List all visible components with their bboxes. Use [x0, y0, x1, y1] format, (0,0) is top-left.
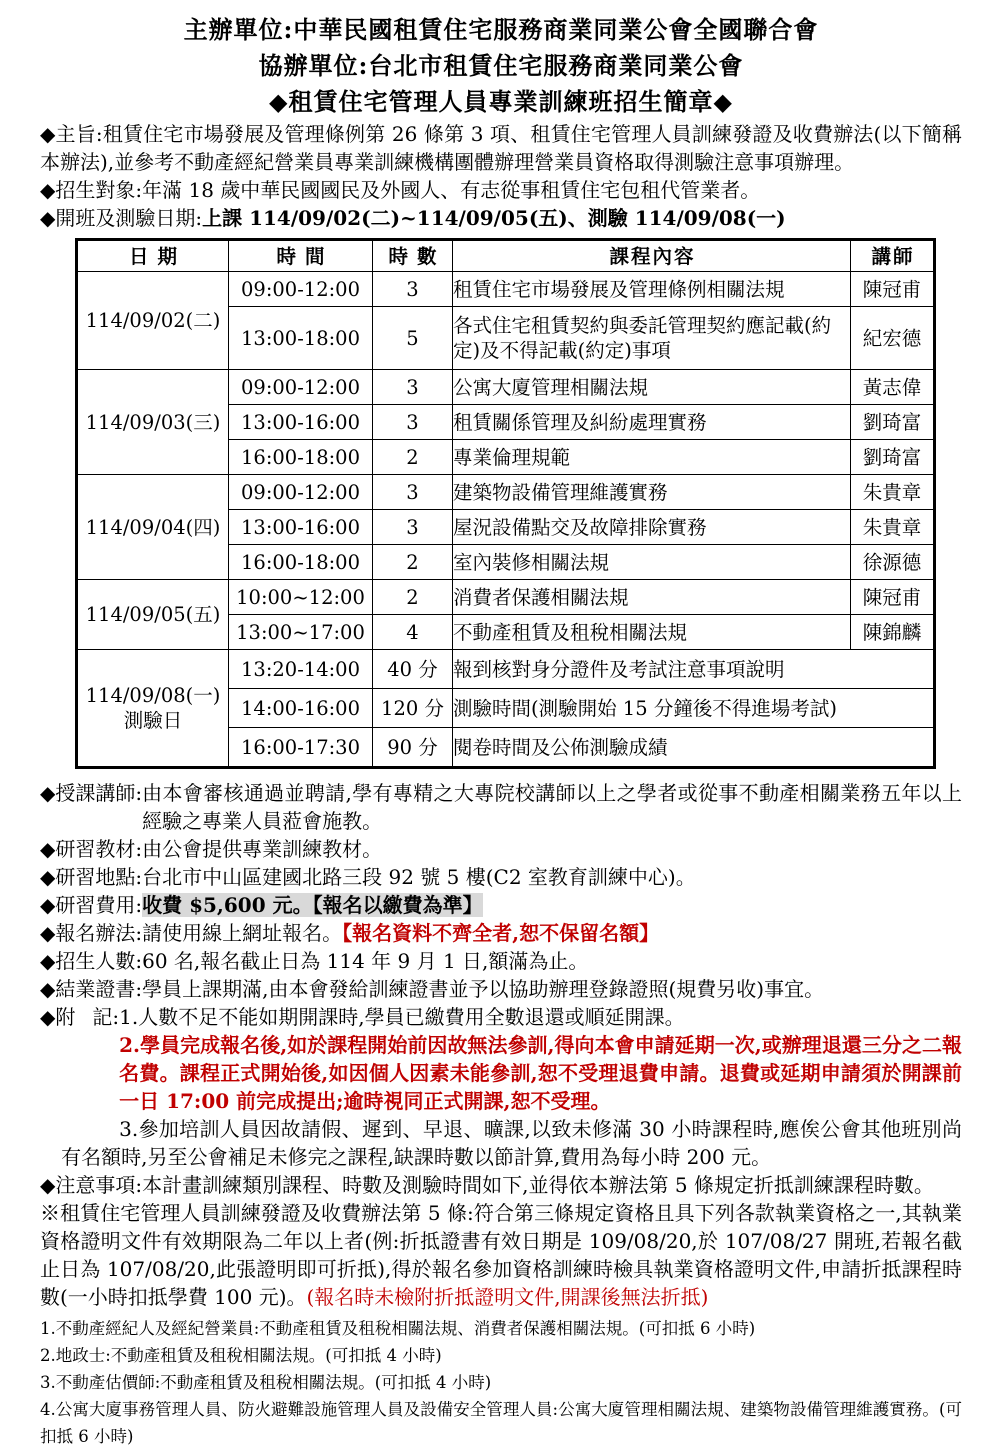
teacher-cell: 紀宏德 [851, 307, 935, 370]
materials-row [40, 835, 962, 863]
hours-cell: 4 [373, 615, 453, 650]
remark-item-3: 3.參加培訓人員因故請假、遲到、早退、曠課,以致未修滿 30 小時課程時,應俟公會其他班別尚有名額時,另至公會補足未修完之課程,缺課時數以節計算,費用為每小時 200 元。 [61, 1117, 962, 1169]
hours-cell: 2 [373, 580, 453, 615]
audience-paragraph [40, 176, 962, 204]
location-text: 台北市中山區建國北路三段 92 號 5 樓(C2 室教育訓練中心)。 [142, 865, 696, 889]
hours-cell: 3 [373, 370, 453, 405]
notice-label: ◆注意事項: [40, 1173, 143, 1197]
purpose-paragraph [40, 120, 962, 176]
audience-text: 年滿 18 歲中華民國國民及外國人、有志從事租賃住宅包租代管業者。 [142, 178, 761, 202]
quota-row [40, 947, 962, 975]
instructors-text: 由本會審核通過並聘請,學有專精之大專院校講師以上之學者或從事不動產相關業務五年以上經驗之專業人員蒞會施教。 [142, 781, 962, 833]
date-cell [77, 650, 229, 768]
notice-paragraph [40, 1171, 962, 1199]
col-header-date: 日期 [77, 240, 229, 272]
remarks-section [40, 1003, 962, 1171]
law-text: ※租賃住宅管理人員訓練發證及收費辦法第 5 條:符合第三條規定資格且具下列各款執業資格之一,其執業資格證明文件有效期限為二年以上者(例:折抵證書有效日期是 109/08/20,於 107/08/27 開班,若報名截止日為 107/08/20,此張證明即可折抵),得於報名參加資格訓練時檢具執業資格證明文件,申請折抵課程時數(一小時扣抵學費 100 元)。 [40, 1201, 962, 1309]
date-cell: 114/09/02(二) [77, 272, 229, 370]
remarks-label-right: 記: [92, 1005, 120, 1029]
registration-text: 請使用線上網址報名。 [142, 921, 343, 945]
schedule-header-row [77, 240, 935, 272]
fee-highlighted-text: 收費 $5,600 元。【報名以繳費為準】 [142, 893, 483, 917]
table-row [77, 650, 935, 689]
offset-item-3: 3.不動產估價師:不動產租賃及租稅相關法規。(可扣抵 4 小時) [40, 1373, 492, 1392]
course-cell: 閱卷時間及公佈測驗成績 [453, 728, 935, 768]
quota-text: 60 名,報名截止日為 114 年 9 月 1 日,額滿為止。 [142, 949, 589, 973]
teacher-cell: 陳冠甫 [851, 272, 935, 307]
exam-date: 114/09/08(一) [85, 684, 221, 707]
certificate-label: ◆結業證書: [40, 977, 143, 1001]
teacher-cell: 劉琦富 [851, 440, 935, 475]
teacher-cell: 劉琦富 [851, 405, 935, 440]
time-cell: 13:00-18:00 [229, 307, 373, 370]
course-cell: 測驗時間(測驗開始 15 分鐘後不得進場考試) [453, 689, 935, 728]
time-cell: 16:00-18:00 [229, 440, 373, 475]
time-cell: 09:00-12:00 [229, 370, 373, 405]
offset-item-2: 2.地政士:不動產租賃及租稅相關法規。(可扣抵 4 小時) [40, 1346, 442, 1365]
time-cell: 13:00~17:00 [229, 615, 373, 650]
teacher-cell: 徐源德 [851, 545, 935, 580]
course-cell: 專業倫理規範 [453, 440, 851, 475]
hours-cell: 3 [373, 272, 453, 307]
registration-label: ◆報名辦法: [40, 921, 143, 945]
fee-row [40, 891, 962, 919]
law-warning: (報名時未檢附折抵證明文件,開課後無法折抵) [306, 1285, 709, 1309]
course-cell: 租賃住宅市場發展及管理條例相關法規 [453, 272, 851, 307]
hours-cell: 3 [373, 475, 453, 510]
table-row [77, 272, 935, 307]
purpose-label: ◆主旨: [40, 122, 103, 146]
course-cell: 建築物設備管理維護實務 [453, 475, 851, 510]
time-cell: 14:00-16:00 [229, 689, 373, 728]
notice-text: 本計畫訓練類別課程、時數及測驗時間如下,並得依本辦法第 5 條規定折抵訓練課程時數。 [142, 1173, 934, 1197]
registration-warning: 【報名資料不齊全者,恕不保留名額】 [342, 921, 660, 945]
col-header-course: 課程內容 [453, 240, 851, 272]
teacher-cell: 朱貴章 [851, 510, 935, 545]
hours-cell: 40 分 [373, 650, 453, 689]
instructors-label: ◆授課講師: [40, 781, 143, 805]
dates-label: ◆開班及測驗日期: [40, 206, 203, 230]
certificate-text: 學員上課期滿,由本會發給訓練證書並予以協助辦理登錄證照(規費另收)事宜。 [142, 977, 825, 1001]
dates-paragraph [40, 204, 962, 232]
course-cell: 各式住宅租賃契約與委託管理契約應記載(約定)及不得記載(約定)事項 [453, 307, 851, 370]
hours-cell: 5 [373, 307, 453, 370]
course-cell: 租賃關係管理及糾紛處理實務 [453, 405, 851, 440]
teacher-cell: 陳錦麟 [851, 615, 935, 650]
hours-cell: 90 分 [373, 728, 453, 768]
registration-row [40, 919, 962, 947]
certificate-row [40, 975, 962, 1003]
hours-cell: 2 [373, 545, 453, 580]
time-cell: 16:00-18:00 [229, 545, 373, 580]
hours-cell: 2 [373, 440, 453, 475]
teacher-cell: 黃志偉 [851, 370, 935, 405]
course-cell: 室內裝修相關法規 [453, 545, 851, 580]
audience-label: ◆招生對象: [40, 178, 143, 202]
materials-label: ◆研習教材: [40, 837, 143, 861]
time-cell: 10:00~12:00 [229, 580, 373, 615]
remark-item-1: 1.人數不足不能如期開課時,學員已繳費用全數退還或順延開課。 [119, 1005, 685, 1029]
schedule-table [75, 238, 936, 769]
location-row [40, 863, 962, 891]
course-cell: 公寓大廈管理相關法規 [453, 370, 851, 405]
co-organizer-line: 協辦單位:台北市租賃住宅服務商業同業公會 [258, 51, 744, 80]
remark-item-2: 2.學員完成報名後,如於課程開始前因故無法參訓,得向本會申請延期一次,或辦理退還三分之二報名費。課程正式開始後,如因個人因素未能參訓,恕不受理退費申請。退費或延期申請須於開課前一日 17:00 前完成提出;逾時視同正式開課,恕不受理。 [119, 1033, 962, 1113]
hours-cell: 120 分 [373, 689, 453, 728]
time-cell: 09:00-12:00 [229, 272, 373, 307]
teacher-cell: 朱貴章 [851, 475, 935, 510]
time-cell: 13:00-16:00 [229, 510, 373, 545]
exam-date-note: 測驗日 [123, 709, 183, 732]
date-cell: 114/09/05(五) [77, 580, 229, 650]
teacher-cell: 陳冠甫 [851, 580, 935, 615]
quota-label: ◆招生人數: [40, 949, 143, 973]
page-title: ◆租賃住宅管理人員專業訓練班招生簡章◆ [269, 87, 733, 116]
purpose-text: 租賃住宅市場發展及管理條例第 26 條第 3 項、租賃住宅管理人員訓練發證及收費辦法(以下簡稱本辦法),並參考不動產經紀營業員專業訓練機構團體辦理營業員資格取得測驗注意事項辦理。 [40, 122, 963, 174]
organizer-line: 主辦單位:中華民國租賃住宅服務商業同業公會全國聯合會 [183, 15, 819, 44]
credit-offset-list [40, 1315, 962, 1450]
table-row [77, 370, 935, 405]
table-row [77, 475, 935, 510]
remarks-label-left: ◆附 [40, 1005, 76, 1029]
course-cell: 不動產租賃及租稅相關法規 [453, 615, 851, 650]
time-cell: 09:00-12:00 [229, 475, 373, 510]
course-cell: 屋況設備點交及故障排除實務 [453, 510, 851, 545]
location-label: ◆研習地點: [40, 865, 143, 889]
time-cell: 13:20-14:00 [229, 650, 373, 689]
col-header-teacher: 講師 [851, 240, 935, 272]
col-header-time: 時間 [229, 240, 373, 272]
hours-cell: 3 [373, 405, 453, 440]
materials-text: 由公會提供專業訓練教材。 [142, 837, 383, 861]
fee-label: ◆研習費用: [40, 893, 143, 917]
time-cell: 13:00-16:00 [229, 405, 373, 440]
dates-value: 上課 114/09/02(二)~114/09/05(五)、測驗 114/09/08(一) [202, 206, 786, 230]
col-header-hours: 時數 [373, 240, 453, 272]
date-cell: 114/09/04(四) [77, 475, 229, 580]
table-row [77, 580, 935, 615]
law-paragraph [40, 1199, 962, 1311]
instructors-row [40, 779, 962, 835]
course-cell: 報到核對身分證件及考試注意事項說明 [453, 650, 935, 689]
hours-cell: 3 [373, 510, 453, 545]
offset-item-4: 4.公寓大廈事務管理人員、防火避難設施管理人員及設備安全管理人員:公寓大廈管理相關法規、建築物設備管理維護實務。(可扣抵 6 小時) [40, 1400, 962, 1446]
course-cell: 消費者保護相關法規 [453, 580, 851, 615]
time-cell: 16:00-17:30 [229, 728, 373, 768]
date-cell: 114/09/03(三) [77, 370, 229, 475]
offset-item-1: 1.不動產經紀人及經紀營業員:不動產租賃及租稅相關法規、消費者保護相關法規。(可扣抵 6 小時) [40, 1319, 756, 1338]
